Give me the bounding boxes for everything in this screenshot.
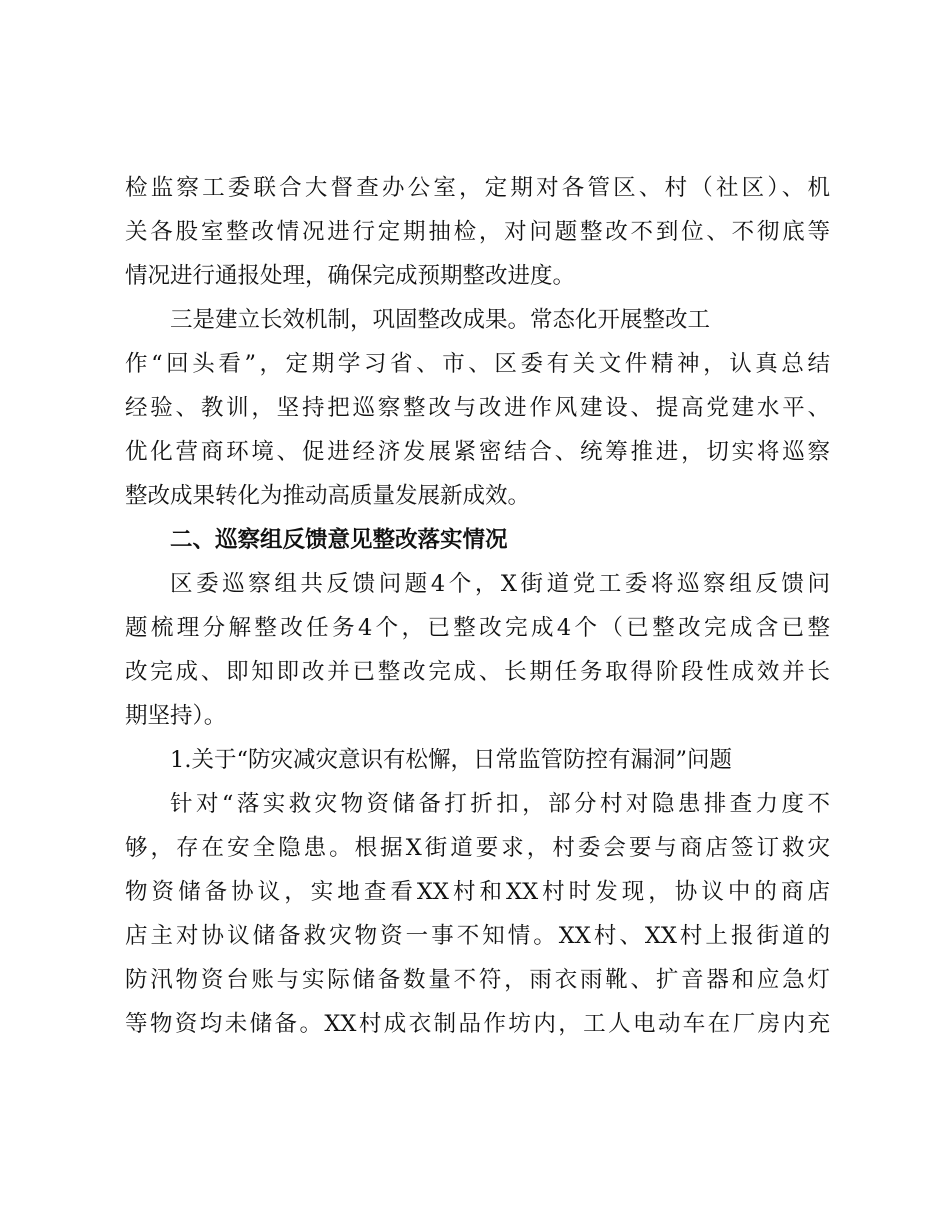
- paragraph-line: 区委巡察组共反馈问题4个，X街道党工委将巡察组反馈问: [170, 571, 830, 597]
- paragraph-line: 题梳理分解整改任务4个，已整改完成4个（已整改完成含已整: [125, 615, 830, 641]
- paragraph-line: 等物资均未储备。XX村成衣制品作坊内，工人电动车在厂房内充: [125, 1011, 830, 1037]
- paragraph-line: 经验、教训，坚持把巡察整改与改进作风建设、提高党建水平、: [125, 395, 830, 421]
- paragraph-line: 改完成、即知即改并已整改完成、长期任务取得阶段性成效并长: [125, 659, 830, 685]
- paragraph-line: 期坚持）。: [125, 703, 227, 729]
- paragraph-line: 防汛物资台账与实际储备数量不符，雨衣雨靴、扩音器和应急灯: [125, 967, 830, 993]
- paragraph-line: 三是建立长效机制，巩固整改成果。常态化开展整改工: [170, 307, 711, 333]
- paragraph-line: 关各股室整改情况进行定期抽检，对问题整改不到位、不彻底等: [125, 219, 830, 245]
- paragraph-line: 1.关于“防灾减灾意识有松懈，日常监管防控有漏洞”问题: [170, 747, 732, 773]
- paragraph-line: 情况进行通报处理，确保完成预期整改进度。: [125, 263, 576, 289]
- paragraph-line: 优化营商环境、促进经济发展紧密结合、统筹推进，切实将巡察: [125, 439, 830, 465]
- paragraph-line: 物资储备协议，实地查看XX村和XX村时发现，协议中的商店: [125, 879, 830, 905]
- paragraph-line: 整改成果转化为推动高质量发展新成效。: [125, 483, 531, 509]
- paragraph-line: 检监察工委联合大督查办公室，定期对各管区、村（社区）、机: [125, 175, 830, 201]
- paragraph-line: 针对“落实救灾物资储备打折扣，部分村对隐患排查力度不: [170, 791, 830, 817]
- document-body: [125, 166, 830, 1046]
- paragraph-line: 够，存在安全隐患。根据X街道要求，村委会要与商店签订救灾: [125, 835, 830, 861]
- paragraph-line: 作“回头看”，定期学习省、市、区委有关文件精神，认真总结: [125, 351, 830, 377]
- section-heading: 二、巡察组反馈意见整改落实情况: [170, 527, 508, 553]
- paragraph-line: 店主对协议储备救灾物资一事不知情。XX村、XX村上报街道的: [125, 923, 830, 949]
